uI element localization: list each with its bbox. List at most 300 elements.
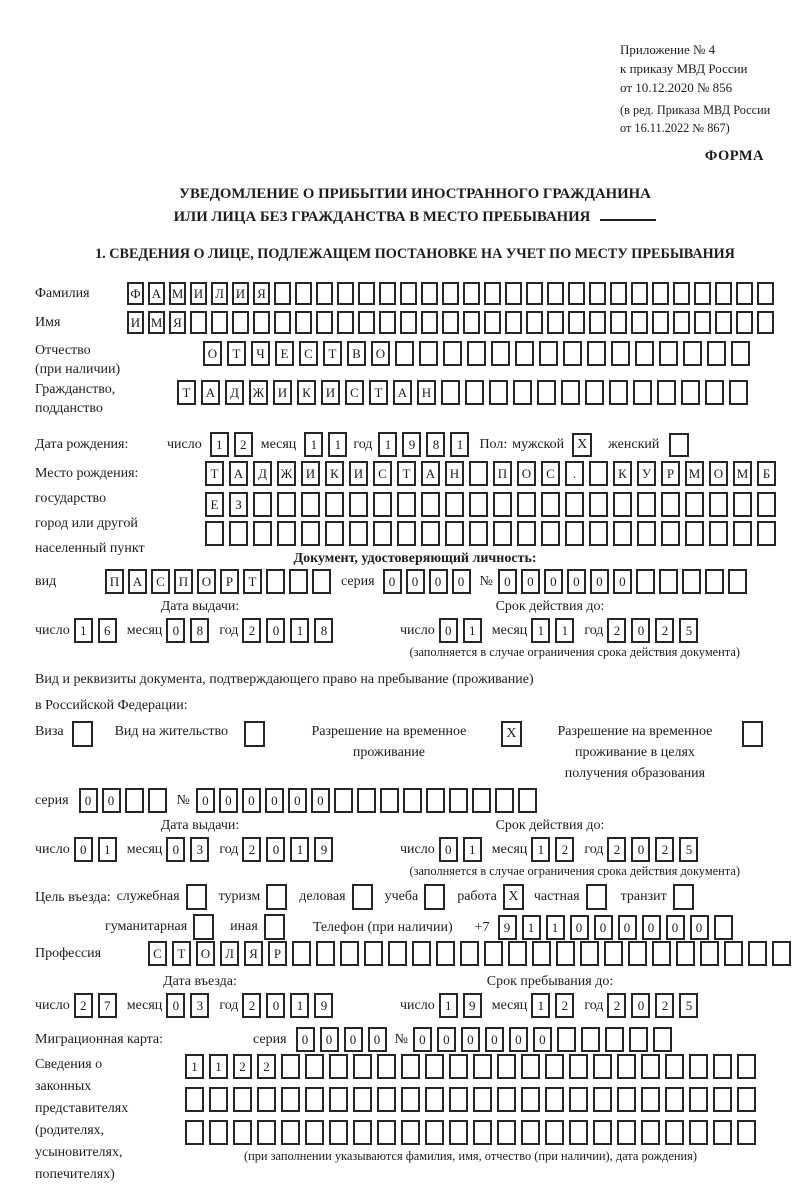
char-cell[interactable]: Я [169,311,186,334]
char-cell[interactable]: 0 [265,788,284,813]
char-cell[interactable]: 8 [426,432,445,457]
char-cell[interactable] [631,282,648,305]
char-cell[interactable] [403,788,422,813]
char-cell[interactable] [617,1054,636,1079]
char-cell[interactable]: И [273,380,292,405]
char-cell[interactable] [484,941,503,966]
char-cell[interactable] [185,1087,204,1112]
char-cell[interactable] [673,282,690,305]
char-cell[interactable]: Р [661,461,680,486]
char-cell[interactable] [401,1120,420,1145]
char-cell[interactable]: 0 [406,569,425,594]
char-cell[interactable] [526,282,543,305]
char-cell[interactable] [605,1027,624,1052]
char-cell[interactable] [733,492,752,517]
char-cell[interactable]: 0 [690,915,709,940]
char-cell[interactable]: Ф [127,282,144,305]
char-cell[interactable] [700,941,719,966]
char-cell[interactable]: 1 [210,432,229,457]
char-cell[interactable] [689,1120,708,1145]
char-cell[interactable] [733,521,752,546]
char-cell[interactable] [737,1087,756,1112]
char-cell[interactable]: 0 [666,915,685,940]
char-cell[interactable]: 1 [304,432,323,457]
char-cell[interactable] [233,1120,252,1145]
char-cell[interactable]: . [565,461,584,486]
char-cell[interactable]: 0 [102,788,121,813]
char-cell[interactable]: 0 [590,569,609,594]
char-cell[interactable] [682,569,701,594]
char-cell[interactable]: 0 [166,993,185,1018]
char-cell[interactable] [557,1027,576,1052]
char-cell[interactable]: К [613,461,632,486]
char-cell[interactable]: 0 [296,1027,315,1052]
char-cell[interactable]: М [685,461,704,486]
purpose-tourism-checkbox[interactable] [266,884,287,910]
char-cell[interactable] [353,1054,372,1079]
char-cell[interactable] [705,380,724,405]
char-cell[interactable] [295,311,312,334]
char-cell[interactable]: 1 [531,618,550,643]
char-cell[interactable] [329,1054,348,1079]
char-cell[interactable]: 2 [607,993,626,1018]
char-cell[interactable]: 6 [98,618,117,643]
char-cell[interactable] [484,311,501,334]
char-cell[interactable] [469,521,488,546]
char-cell[interactable] [421,521,440,546]
char-cell[interactable] [565,521,584,546]
char-cell[interactable]: 0 [509,1027,528,1052]
char-cell[interactable]: 2 [233,1054,252,1079]
char-cell[interactable]: Д [225,380,244,405]
char-cell[interactable] [545,1087,564,1112]
visa-checkbox[interactable] [72,721,93,747]
char-cell[interactable] [401,1054,420,1079]
char-cell[interactable] [148,788,167,813]
char-cell[interactable]: 0 [368,1027,387,1052]
char-cell[interactable] [233,1087,252,1112]
char-cell[interactable] [274,282,291,305]
char-cell[interactable] [274,311,291,334]
char-cell[interactable] [316,282,333,305]
char-cell[interactable]: Т [227,341,246,366]
char-cell[interactable] [301,492,320,517]
char-cell[interactable] [449,1087,468,1112]
char-cell[interactable]: Р [268,941,287,966]
char-cell[interactable] [373,492,392,517]
char-cell[interactable] [463,282,480,305]
char-cell[interactable]: 9 [314,837,333,862]
char-cell[interactable]: 0 [242,788,261,813]
char-cell[interactable]: 0 [461,1027,480,1052]
char-cell[interactable] [641,1054,660,1079]
char-cell[interactable]: С [148,941,167,966]
char-cell[interactable]: 1 [290,837,309,862]
char-cell[interactable] [305,1087,324,1112]
char-cell[interactable] [521,1120,540,1145]
char-cell[interactable] [292,941,311,966]
char-cell[interactable]: 1 [531,837,550,862]
char-cell[interactable]: С [299,341,318,366]
char-cell[interactable] [397,521,416,546]
char-cell[interactable]: 0 [196,788,215,813]
char-cell[interactable] [209,1120,228,1145]
char-cell[interactable]: 1 [439,993,458,1018]
char-cell[interactable] [707,341,726,366]
char-cell[interactable] [441,380,460,405]
char-cell[interactable] [652,941,671,966]
char-cell[interactable]: П [174,569,193,594]
char-cell[interactable] [633,380,652,405]
temp-residence-permit-checkbox[interactable]: X [501,721,522,747]
char-cell[interactable] [505,282,522,305]
char-cell[interactable] [421,492,440,517]
char-cell[interactable] [565,492,584,517]
char-cell[interactable]: И [321,380,340,405]
char-cell[interactable]: И [127,311,144,334]
char-cell[interactable]: Т [172,941,191,966]
char-cell[interactable] [657,380,676,405]
char-cell[interactable] [547,311,564,334]
char-cell[interactable] [400,311,417,334]
char-cell[interactable]: Л [220,941,239,966]
char-cell[interactable] [425,1054,444,1079]
char-cell[interactable]: 0 [266,993,285,1018]
char-cell[interactable]: 1 [378,432,397,457]
char-cell[interactable] [661,521,680,546]
char-cell[interactable]: 2 [242,837,261,862]
char-cell[interactable]: 0 [320,1027,339,1052]
char-cell[interactable] [401,1087,420,1112]
char-cell[interactable] [569,1087,588,1112]
char-cell[interactable]: 5 [679,993,698,1018]
char-cell[interactable] [465,380,484,405]
char-cell[interactable] [713,1120,732,1145]
char-cell[interactable] [593,1054,612,1079]
char-cell[interactable] [593,1087,612,1112]
char-cell[interactable] [641,1120,660,1145]
char-cell[interactable] [505,311,522,334]
char-cell[interactable] [537,380,556,405]
purpose-official-checkbox[interactable] [186,884,207,910]
char-cell[interactable] [397,492,416,517]
char-cell[interactable] [277,492,296,517]
char-cell[interactable]: 1 [290,993,309,1018]
char-cell[interactable] [581,1027,600,1052]
char-cell[interactable] [521,1054,540,1079]
char-cell[interactable] [497,1087,516,1112]
char-cell[interactable] [532,941,551,966]
char-cell[interactable] [469,492,488,517]
char-cell[interactable]: Т [243,569,262,594]
char-cell[interactable]: О [371,341,390,366]
char-cell[interactable] [460,941,479,966]
char-cell[interactable] [737,1054,756,1079]
char-cell[interactable] [125,788,144,813]
char-cell[interactable] [737,1120,756,1145]
char-cell[interactable]: 0 [383,569,402,594]
char-cell[interactable] [713,1087,732,1112]
char-cell[interactable]: А [393,380,412,405]
char-cell[interactable] [617,1087,636,1112]
char-cell[interactable] [493,521,512,546]
char-cell[interactable] [757,492,776,517]
char-cell[interactable] [329,1087,348,1112]
char-cell[interactable] [337,311,354,334]
char-cell[interactable] [449,1054,468,1079]
char-cell[interactable]: 0 [429,569,448,594]
char-cell[interactable] [340,941,359,966]
char-cell[interactable] [377,1120,396,1145]
char-cell[interactable]: А [148,282,165,305]
char-cell[interactable]: 0 [613,569,632,594]
char-cell[interactable] [358,311,375,334]
char-cell[interactable] [728,569,747,594]
char-cell[interactable] [673,311,690,334]
char-cell[interactable] [637,492,656,517]
char-cell[interactable] [714,915,733,940]
char-cell[interactable]: 0 [166,618,185,643]
char-cell[interactable]: 2 [555,993,574,1018]
char-cell[interactable]: 0 [544,569,563,594]
char-cell[interactable] [629,1027,648,1052]
char-cell[interactable] [277,521,296,546]
char-cell[interactable] [589,282,606,305]
char-cell[interactable] [539,341,558,366]
char-cell[interactable]: 0 [79,788,98,813]
char-cell[interactable] [419,341,438,366]
char-cell[interactable] [661,492,680,517]
sex-female-checkbox[interactable] [669,433,689,457]
char-cell[interactable] [185,1120,204,1145]
char-cell[interactable] [589,311,606,334]
char-cell[interactable]: Ж [277,461,296,486]
char-cell[interactable] [589,461,608,486]
char-cell[interactable] [685,521,704,546]
char-cell[interactable]: Н [417,380,436,405]
char-cell[interactable] [463,311,480,334]
char-cell[interactable]: Т [397,461,416,486]
char-cell[interactable]: 0 [570,915,589,940]
char-cell[interactable] [665,1087,684,1112]
char-cell[interactable] [491,341,510,366]
char-cell[interactable]: 0 [437,1027,456,1052]
char-cell[interactable]: 1 [463,837,482,862]
char-cell[interactable]: 9 [463,993,482,1018]
char-cell[interactable]: 2 [607,618,626,643]
char-cell[interactable] [337,282,354,305]
char-cell[interactable]: Т [369,380,388,405]
char-cell[interactable] [556,941,575,966]
char-cell[interactable] [305,1120,324,1145]
char-cell[interactable] [609,380,628,405]
char-cell[interactable] [281,1120,300,1145]
char-cell[interactable] [442,282,459,305]
char-cell[interactable] [757,311,774,334]
char-cell[interactable]: 0 [594,915,613,940]
char-cell[interactable] [715,311,732,334]
char-cell[interactable] [449,788,468,813]
char-cell[interactable] [473,1120,492,1145]
char-cell[interactable]: 0 [439,618,458,643]
residence-permit-checkbox[interactable] [244,721,265,747]
char-cell[interactable] [689,1087,708,1112]
char-cell[interactable]: Б [757,461,776,486]
char-cell[interactable] [484,282,501,305]
char-cell[interactable] [709,492,728,517]
char-cell[interactable] [473,1054,492,1079]
char-cell[interactable]: 5 [679,618,698,643]
char-cell[interactable] [589,521,608,546]
char-cell[interactable] [508,941,527,966]
char-cell[interactable] [653,1027,672,1052]
char-cell[interactable]: Т [205,461,224,486]
char-cell[interactable] [379,282,396,305]
char-cell[interactable] [613,492,632,517]
char-cell[interactable]: 3 [190,993,209,1018]
char-cell[interactable]: 1 [185,1054,204,1079]
char-cell[interactable] [545,1120,564,1145]
char-cell[interactable] [637,521,656,546]
char-cell[interactable]: 0 [439,837,458,862]
char-cell[interactable] [568,282,585,305]
char-cell[interactable] [748,941,767,966]
char-cell[interactable]: З [229,492,248,517]
char-cell[interactable] [357,788,376,813]
purpose-humanitarian-checkbox[interactable] [193,914,214,940]
char-cell[interactable] [316,311,333,334]
char-cell[interactable] [312,569,331,594]
char-cell[interactable] [636,569,655,594]
char-cell[interactable]: 8 [314,618,333,643]
char-cell[interactable]: Н [445,461,464,486]
char-cell[interactable]: 9 [498,915,517,940]
char-cell[interactable]: К [297,380,316,405]
char-cell[interactable] [526,311,543,334]
char-cell[interactable] [377,1087,396,1112]
char-cell[interactable]: 0 [311,788,330,813]
char-cell[interactable]: О [197,569,216,594]
char-cell[interactable] [685,492,704,517]
char-cell[interactable] [517,492,536,517]
char-cell[interactable]: М [733,461,752,486]
char-cell[interactable]: 2 [555,837,574,862]
char-cell[interactable] [772,941,791,966]
char-cell[interactable] [253,492,272,517]
char-cell[interactable] [580,941,599,966]
char-cell[interactable] [349,492,368,517]
char-cell[interactable] [683,341,702,366]
char-cell[interactable]: 1 [463,618,482,643]
char-cell[interactable] [358,282,375,305]
char-cell[interactable] [613,521,632,546]
char-cell[interactable]: 1 [98,837,117,862]
char-cell[interactable]: 5 [679,837,698,862]
char-cell[interactable]: 0 [567,569,586,594]
char-cell[interactable]: К [325,461,344,486]
char-cell[interactable] [694,282,711,305]
char-cell[interactable] [561,380,580,405]
char-cell[interactable] [421,282,438,305]
char-cell[interactable] [709,521,728,546]
char-cell[interactable] [652,311,669,334]
char-cell[interactable] [610,282,627,305]
char-cell[interactable]: П [105,569,124,594]
char-cell[interactable]: С [151,569,170,594]
char-cell[interactable] [541,521,560,546]
char-cell[interactable] [305,1054,324,1079]
char-cell[interactable]: 1 [450,432,469,457]
char-cell[interactable] [681,380,700,405]
char-cell[interactable]: Е [275,341,294,366]
char-cell[interactable] [493,492,512,517]
char-cell[interactable] [209,1087,228,1112]
char-cell[interactable]: И [301,461,320,486]
char-cell[interactable]: О [203,341,222,366]
char-cell[interactable] [515,341,534,366]
char-cell[interactable]: Ж [249,380,268,405]
char-cell[interactable] [349,521,368,546]
char-cell[interactable] [585,380,604,405]
char-cell[interactable] [729,380,748,405]
char-cell[interactable] [253,311,270,334]
char-cell[interactable] [205,521,224,546]
char-cell[interactable] [190,311,207,334]
char-cell[interactable]: 0 [166,837,185,862]
char-cell[interactable] [421,311,438,334]
char-cell[interactable] [604,941,623,966]
char-cell[interactable] [518,788,537,813]
char-cell[interactable] [611,341,630,366]
char-cell[interactable]: 3 [190,837,209,862]
char-cell[interactable] [689,1054,708,1079]
char-cell[interactable]: И [349,461,368,486]
char-cell[interactable] [724,941,743,966]
purpose-transit-checkbox[interactable] [673,884,694,910]
sex-male-checkbox[interactable]: X [572,433,592,457]
char-cell[interactable]: 0 [498,569,517,594]
purpose-study-checkbox[interactable] [424,884,445,910]
char-cell[interactable] [497,1054,516,1079]
purpose-other-checkbox[interactable] [264,914,285,940]
char-cell[interactable]: А [201,380,220,405]
char-cell[interactable] [295,282,312,305]
char-cell[interactable]: Т [177,380,196,405]
char-cell[interactable]: 2 [257,1054,276,1079]
temp-residence-education-checkbox[interactable] [742,721,763,747]
char-cell[interactable]: 2 [655,993,674,1018]
char-cell[interactable] [281,1087,300,1112]
char-cell[interactable]: В [347,341,366,366]
char-cell[interactable] [497,1120,516,1145]
char-cell[interactable]: 0 [219,788,238,813]
char-cell[interactable] [412,941,431,966]
char-cell[interactable] [736,282,753,305]
char-cell[interactable]: 1 [531,993,550,1018]
char-cell[interactable] [325,521,344,546]
char-cell[interactable] [380,788,399,813]
char-cell[interactable] [757,521,776,546]
char-cell[interactable]: 2 [607,837,626,862]
char-cell[interactable] [610,311,627,334]
char-cell[interactable] [547,282,564,305]
char-cell[interactable]: 0 [344,1027,363,1052]
char-cell[interactable] [442,311,459,334]
char-cell[interactable] [617,1120,636,1145]
char-cell[interactable] [257,1087,276,1112]
char-cell[interactable] [379,311,396,334]
char-cell[interactable] [569,1054,588,1079]
